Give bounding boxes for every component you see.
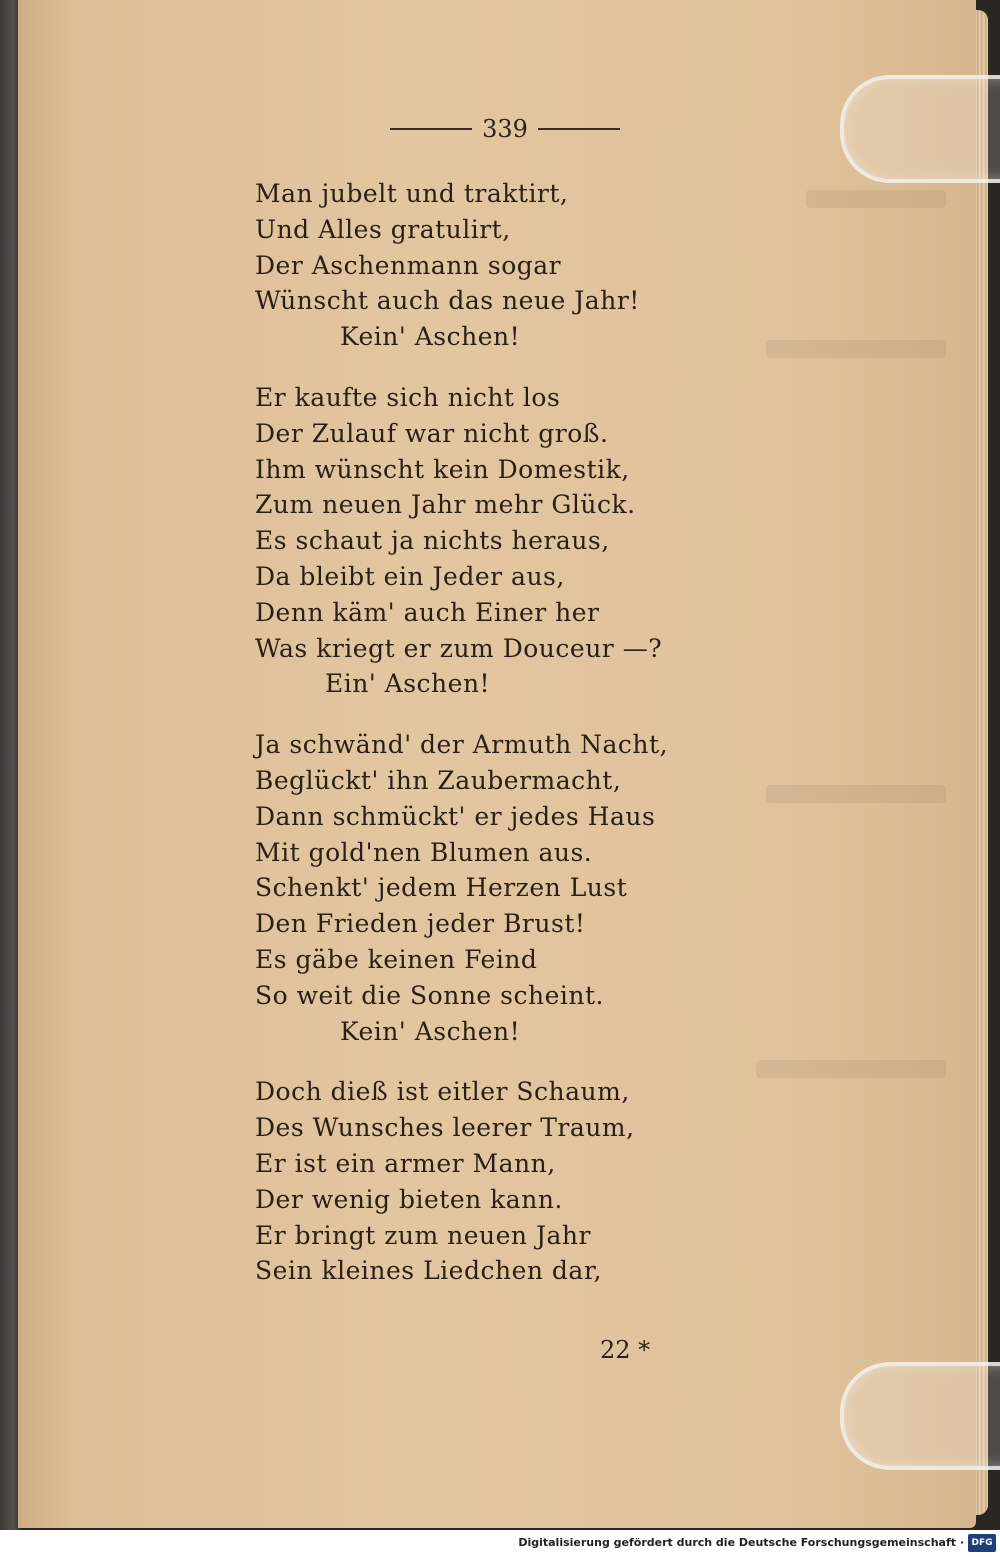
stanza-1 bbox=[255, 176, 815, 355]
poem-line: Er ist ein armer Mann, bbox=[255, 1148, 556, 1178]
poem-line: Dann schmückt' er jedes Haus bbox=[255, 801, 656, 831]
page-number: 339 bbox=[482, 115, 528, 143]
footer-credit-text: Digitalisierung gefördert durch die Deutsche Forschungsgemeinschaft · bbox=[518, 1536, 964, 1549]
dfg-logo-icon: DFG bbox=[968, 1534, 996, 1552]
poem-line: Der Zulauf war nicht groß. bbox=[255, 418, 609, 448]
stanza-4 bbox=[255, 1074, 815, 1289]
poem-line: Des Wunsches leerer Traum, bbox=[255, 1113, 635, 1143]
poem-line: Und Alles gratulirt, bbox=[255, 214, 511, 244]
poem-line: Wünscht auch das neue Jahr! bbox=[255, 286, 640, 316]
poem-line: Er kaufte sich nicht los bbox=[255, 382, 561, 412]
show-through-text bbox=[806, 190, 946, 208]
poem-line: Es gäbe keinen Feind bbox=[255, 944, 538, 974]
poem-line: Denn käm' auch Einer her bbox=[255, 597, 600, 627]
poem-line: Ja schwänd' der Armuth Nacht, bbox=[255, 730, 669, 760]
poem-line: Man jubelt und traktirt, bbox=[255, 179, 569, 208]
page-header bbox=[380, 114, 630, 144]
poem-line: Da bleibt ein Jeder aus, bbox=[255, 561, 565, 591]
poem-line: Den Frieden jeder Brust! bbox=[255, 909, 586, 939]
poem-refrain: Kein' Aschen! bbox=[340, 1016, 521, 1046]
poem-line: Er bringt zum neuen Jahr bbox=[255, 1220, 591, 1250]
page-clip-top bbox=[840, 75, 1000, 183]
poem-line: Mit gold'nen Blumen aus. bbox=[255, 837, 593, 867]
poem bbox=[255, 176, 815, 1314]
stanza-3 bbox=[255, 727, 815, 1049]
poem-line: So weit die Sonne scheint. bbox=[255, 980, 604, 1010]
page-clip-bottom bbox=[840, 1362, 1000, 1470]
poem-line: Was kriegt er zum Douceur —? bbox=[255, 633, 663, 663]
poem-line: Schenkt' jedem Herzen Lust bbox=[255, 873, 628, 903]
poem-line: Der wenig bieten kann. bbox=[255, 1184, 563, 1214]
poem-line: Ihm wünscht kein Domestik, bbox=[255, 454, 630, 484]
poem-refrain: Ein' Aschen! bbox=[325, 669, 491, 699]
header-rule-left bbox=[390, 128, 472, 130]
poem-line: Beglückt' ihn Zaubermacht, bbox=[255, 765, 622, 795]
poem-refrain: Kein' Aschen! bbox=[340, 322, 521, 352]
poem-line: Doch dieß ist eitler Schaum, bbox=[255, 1077, 630, 1107]
stanza-2 bbox=[255, 380, 815, 702]
header-rule-right bbox=[538, 128, 620, 130]
poem-line: Der Aschenmann sogar bbox=[255, 250, 562, 280]
poem-line: Sein kleines Liedchen dar, bbox=[255, 1256, 602, 1286]
poem-line: Es schaut ja nichts heraus, bbox=[255, 526, 610, 556]
digitization-footer bbox=[0, 1530, 1000, 1557]
poem-line: Zum neuen Jahr mehr Glück. bbox=[255, 490, 636, 520]
printer-signature-mark: 22 * bbox=[600, 1336, 651, 1364]
